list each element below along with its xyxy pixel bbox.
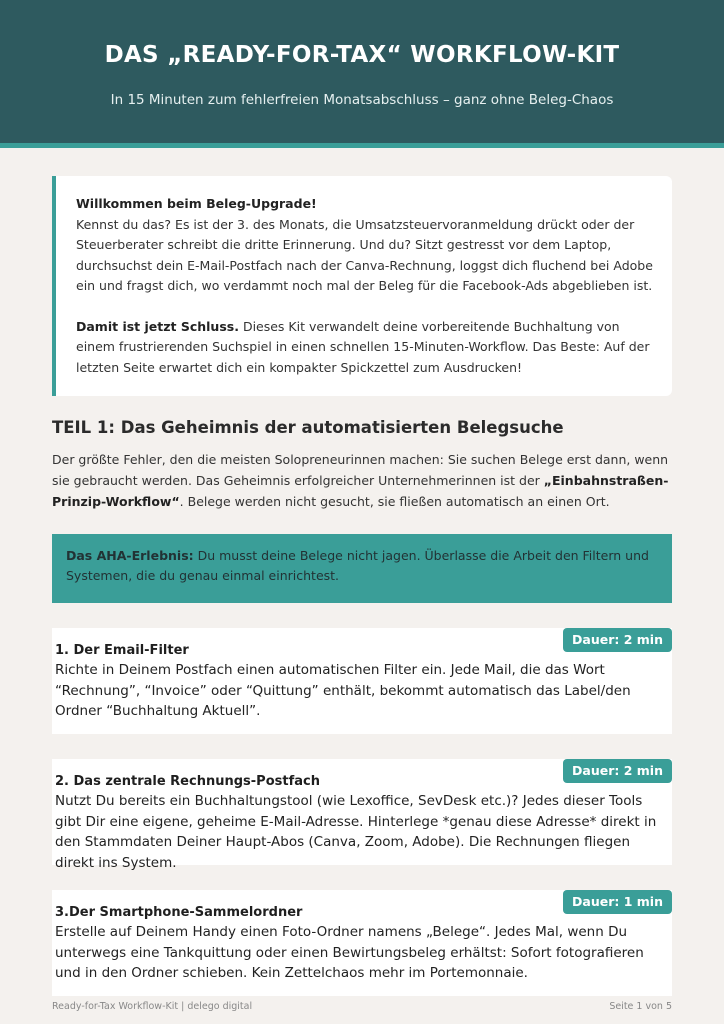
intro-body: Kennst du das? Es ist der 3. des Monats, die Umsatzsteuervoranmeldung drückt oder der Steuerberater schreibt die dritte Erinnerung. Und du? Sitzt gestresst vor dem Laptop, durchsuchst dein E-Mail-Postfach nach der Canva-Rechnung, loggst dich fluchend bei Adobe ein und fragst dich, wo verdammt noch mal der Beleg für die Facebook-Ads abgeblieben ist. bbox=[76, 216, 653, 293]
aha-callout bbox=[52, 534, 672, 603]
intro-closing: Dieses Kit verwandelt deine vorbereitende Buchhaltung von einem frustrierenden Suchspiel in einen schnellen 15-Minuten-Workflow. Das Beste: Auf der letzten Seite erwartet dich ein kompakter Spickzettel zum Ausdrucken! bbox=[76, 318, 650, 375]
aha-text: Du musst deine Belege nicht jagen. Überlasse die Arbeit den Filtern und Systemen, die du genau einmal einrichtest. bbox=[66, 548, 649, 583]
aha-label: Das AHA-Erlebnis: bbox=[66, 548, 194, 563]
step-text: Richte in Deinem Postfach einen automatischen Filter ein. Jede Mail, die das Wort “Rechnung”, “Invoice” oder “Quittung” enthält, bekommt automatisch das Label/den Ordner “Buchhaltung Aktuell”. bbox=[55, 662, 631, 719]
step-text: Erstelle auf Deinem Handy einen Foto-Ordner namens „Belege“. Jedes Mal, wenn Du unterwegs eine Tankquittung oder einen Bewirtungsbeleg erhältst: Sofort fotografieren und in den Ordner schieben. Kein Zettelchaos mehr im Portemonnaie. bbox=[55, 924, 644, 981]
intro-closing-paragraph bbox=[76, 317, 654, 379]
intro-heading: Willkommen beim Beleg-Upgrade! bbox=[76, 196, 317, 211]
page-title: DAS „READY-FOR-TAX“ WORKFLOW-KIT bbox=[104, 42, 620, 68]
step-title: 1. Der Email-Filter bbox=[55, 643, 189, 658]
page-subtitle: In 15 Minuten zum fehlerfreien Monatsabschluss – ganz ohne Beleg-Chaos bbox=[110, 92, 614, 108]
step-card-smartphone-ordner bbox=[52, 890, 672, 996]
duration-badge: Dauer: 2 min bbox=[563, 759, 672, 783]
page-number: Seite 1 von 5 bbox=[609, 1001, 672, 1012]
step-text: Nutzt Du bereits ein Buchhaltungstool (wie Lexoffice, SevDesk etc.)? Jedes dieser Tools gibt Dir eine eigene, geheime E-Mail-Adresse. Hinterlege *genau diese Adresse* direkt in den Stammdaten Deiner Haupt-Abos (Canva, Zoom, Adobe). Die Rechnungen fliegen direkt ins System. bbox=[55, 793, 657, 871]
step-title: 3.Der Smartphone-Sammelordner bbox=[55, 905, 303, 920]
header-banner bbox=[0, 0, 724, 148]
step-card-email-filter bbox=[52, 628, 672, 734]
section-text-after: . Belege werden nicht gesucht, sie fließen automatisch an einen Ort. bbox=[179, 494, 610, 509]
step-title: 2. Das zentrale Rechnungs-Postfach bbox=[55, 774, 320, 789]
section-text-before: Der größte Fehler, den die meisten Solopreneurinnen machen: Sie suchen Belege erst dann, wenn sie gebraucht werden. Das Geheimnis erfolgreicher Unternehmerinnen ist der bbox=[52, 452, 669, 488]
section-text-bold: „Einbahnstraßen-Prinzip-Workflow“ bbox=[52, 473, 669, 509]
duration-badge: Dauer: 1 min bbox=[563, 890, 672, 914]
section-text bbox=[52, 449, 672, 512]
duration-badge: Dauer: 2 min bbox=[563, 628, 672, 652]
step-card-rechnungs-postfach bbox=[52, 759, 672, 871]
intro-bold-lead: Damit ist jetzt Schluss. bbox=[76, 318, 239, 334]
footer-left: Ready-for-Tax Workflow-Kit | delego digital bbox=[52, 1001, 253, 1012]
intro-box bbox=[52, 176, 672, 396]
section-title: TEIL 1: Das Geheimnis der automatisierten Belegsuche bbox=[52, 418, 564, 437]
